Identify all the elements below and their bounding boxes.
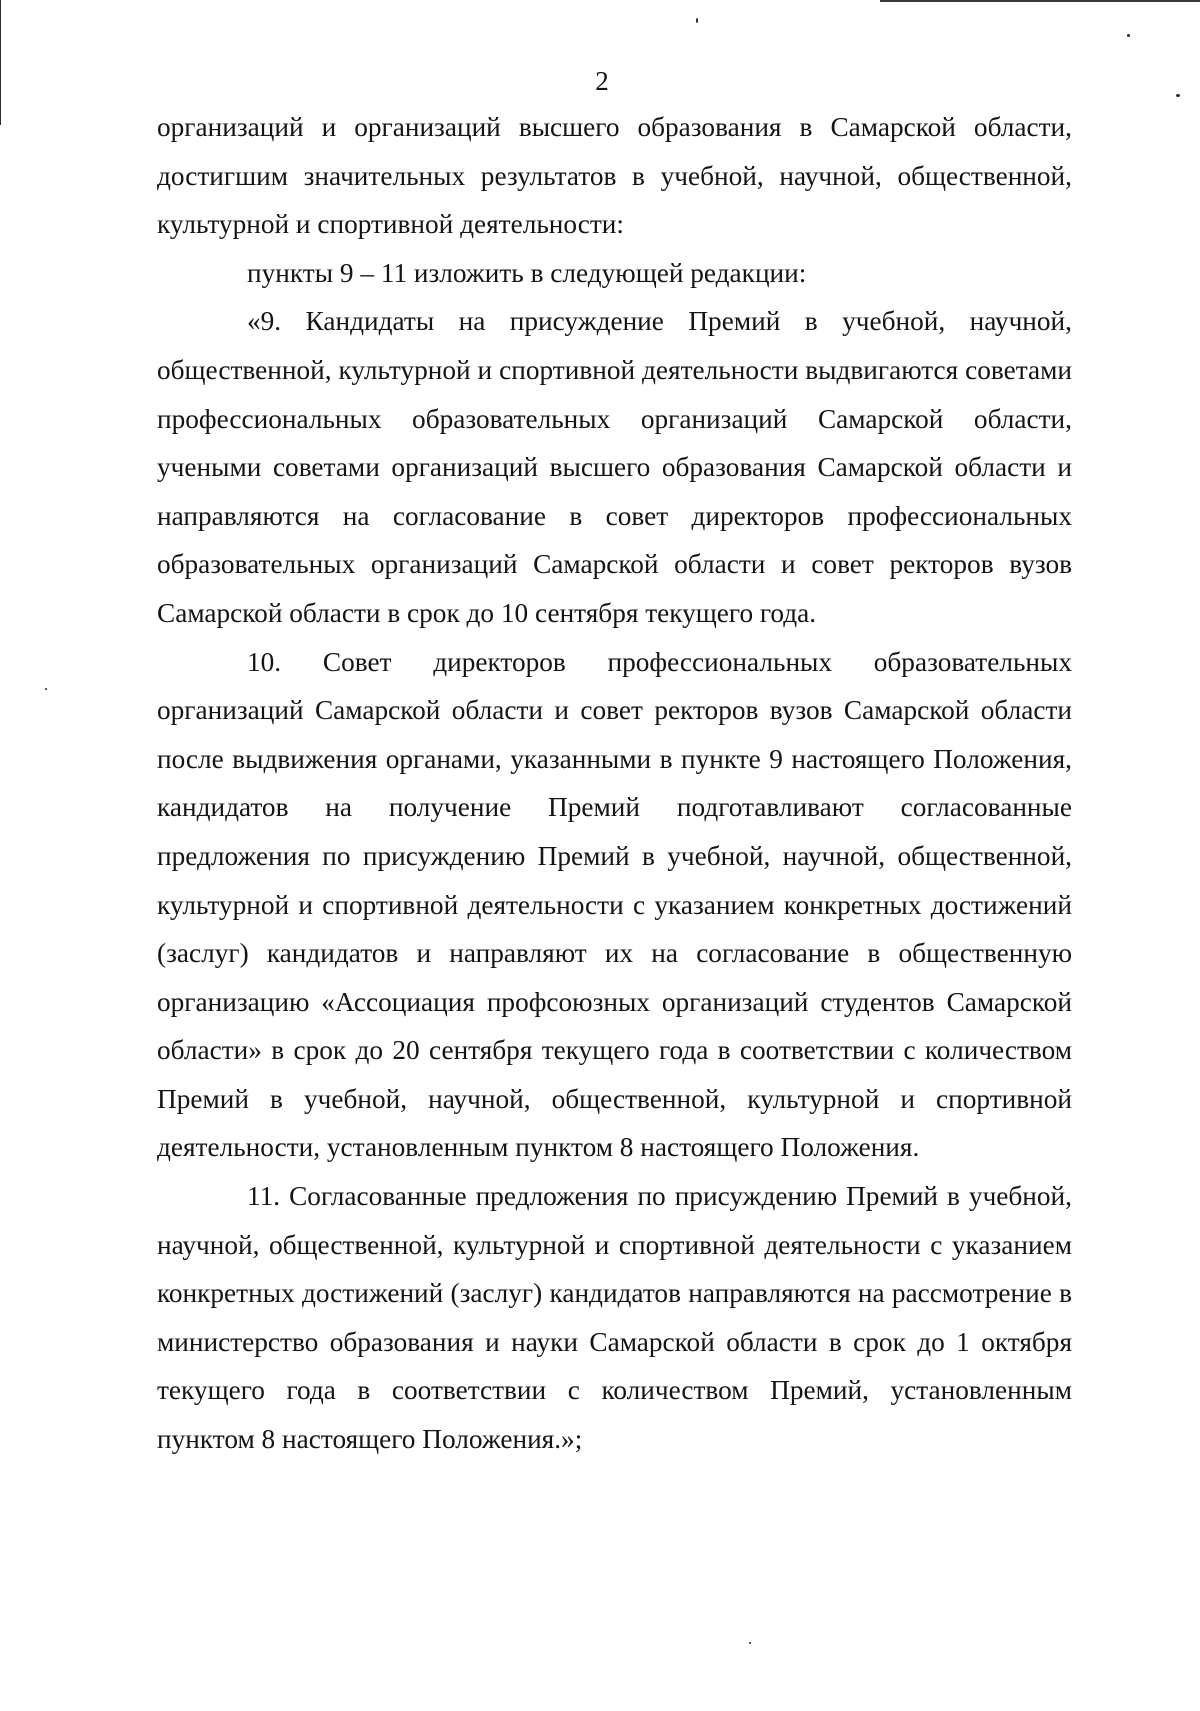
- scan-speck: [696, 18, 698, 23]
- scan-speck: [1127, 34, 1130, 37]
- scan-speck: [749, 1642, 751, 1644]
- page-number: 2: [595, 66, 609, 96]
- paragraph-continuation: организаций и организаций высшего образования в Самарской области, достигшим значительных результатов в учебной, научной, общественной, культурной и спортивной деятельности:: [157, 112, 1072, 240]
- paragraph-item-10: 10. Совет директоров профессиональных образовательных организаций Самарской области и совет ректоров вузов Самарской области после выдвижения органами, указанными в пункте 9 настоящего Положения, кандидатов на получение Премий подготавливают согласованные предложения по присуждению Премий в учебной, научной, общественной, культурной и спортивной деятельности с указанием конкретных достижений (заслуг) кандидатов и направляют их на согласование в общественную организацию «Ассоциация профсоюзных организаций студентов Самарской области» в срок до 20 сентября текущего года в соответствии с количеством Премий в учебной, научной, общественной, культурной и спортивной деятельности, установленным пунктом 8 настоящего Положения.: [157, 646, 1072, 1163]
- scan-speck: [45, 688, 47, 690]
- scan-edge-artifact: [880, 0, 1200, 2]
- paragraph-item-9: «9. Кандидаты на присуждение Премий в учебной, научной, общественной, культурной и спортивной деятельности выдвигаются советами профессиональных образовательных организаций Самарской области, учеными советами организаций высшего образования Самарской области и направляются на согласование в совет директоров профессиональных образовательных организаций Самарской области и совет ректоров вузов Самарской области в срок до 10 сентября текущего года.: [157, 306, 1072, 628]
- scan-edge-artifact: [0, 0, 1, 125]
- paragraph-amendment-intro: пункты 9 – 11 изложить в следующей редакции:: [247, 257, 807, 288]
- paragraph-item-11: 11. Согласованные предложения по присуждению Премий в учебной, научной, общественной, культурной и спортивной деятельности с указанием конкретных достижений (заслуг) кандидатов направляются на рассмотрение в министерство образования и науки Самарской области в срок до 1 октября текущего года в соответствии с количеством Премий, установленным пунктом 8 настоящего Положения.»;: [157, 1181, 1072, 1455]
- document-body: [157, 103, 1072, 1464]
